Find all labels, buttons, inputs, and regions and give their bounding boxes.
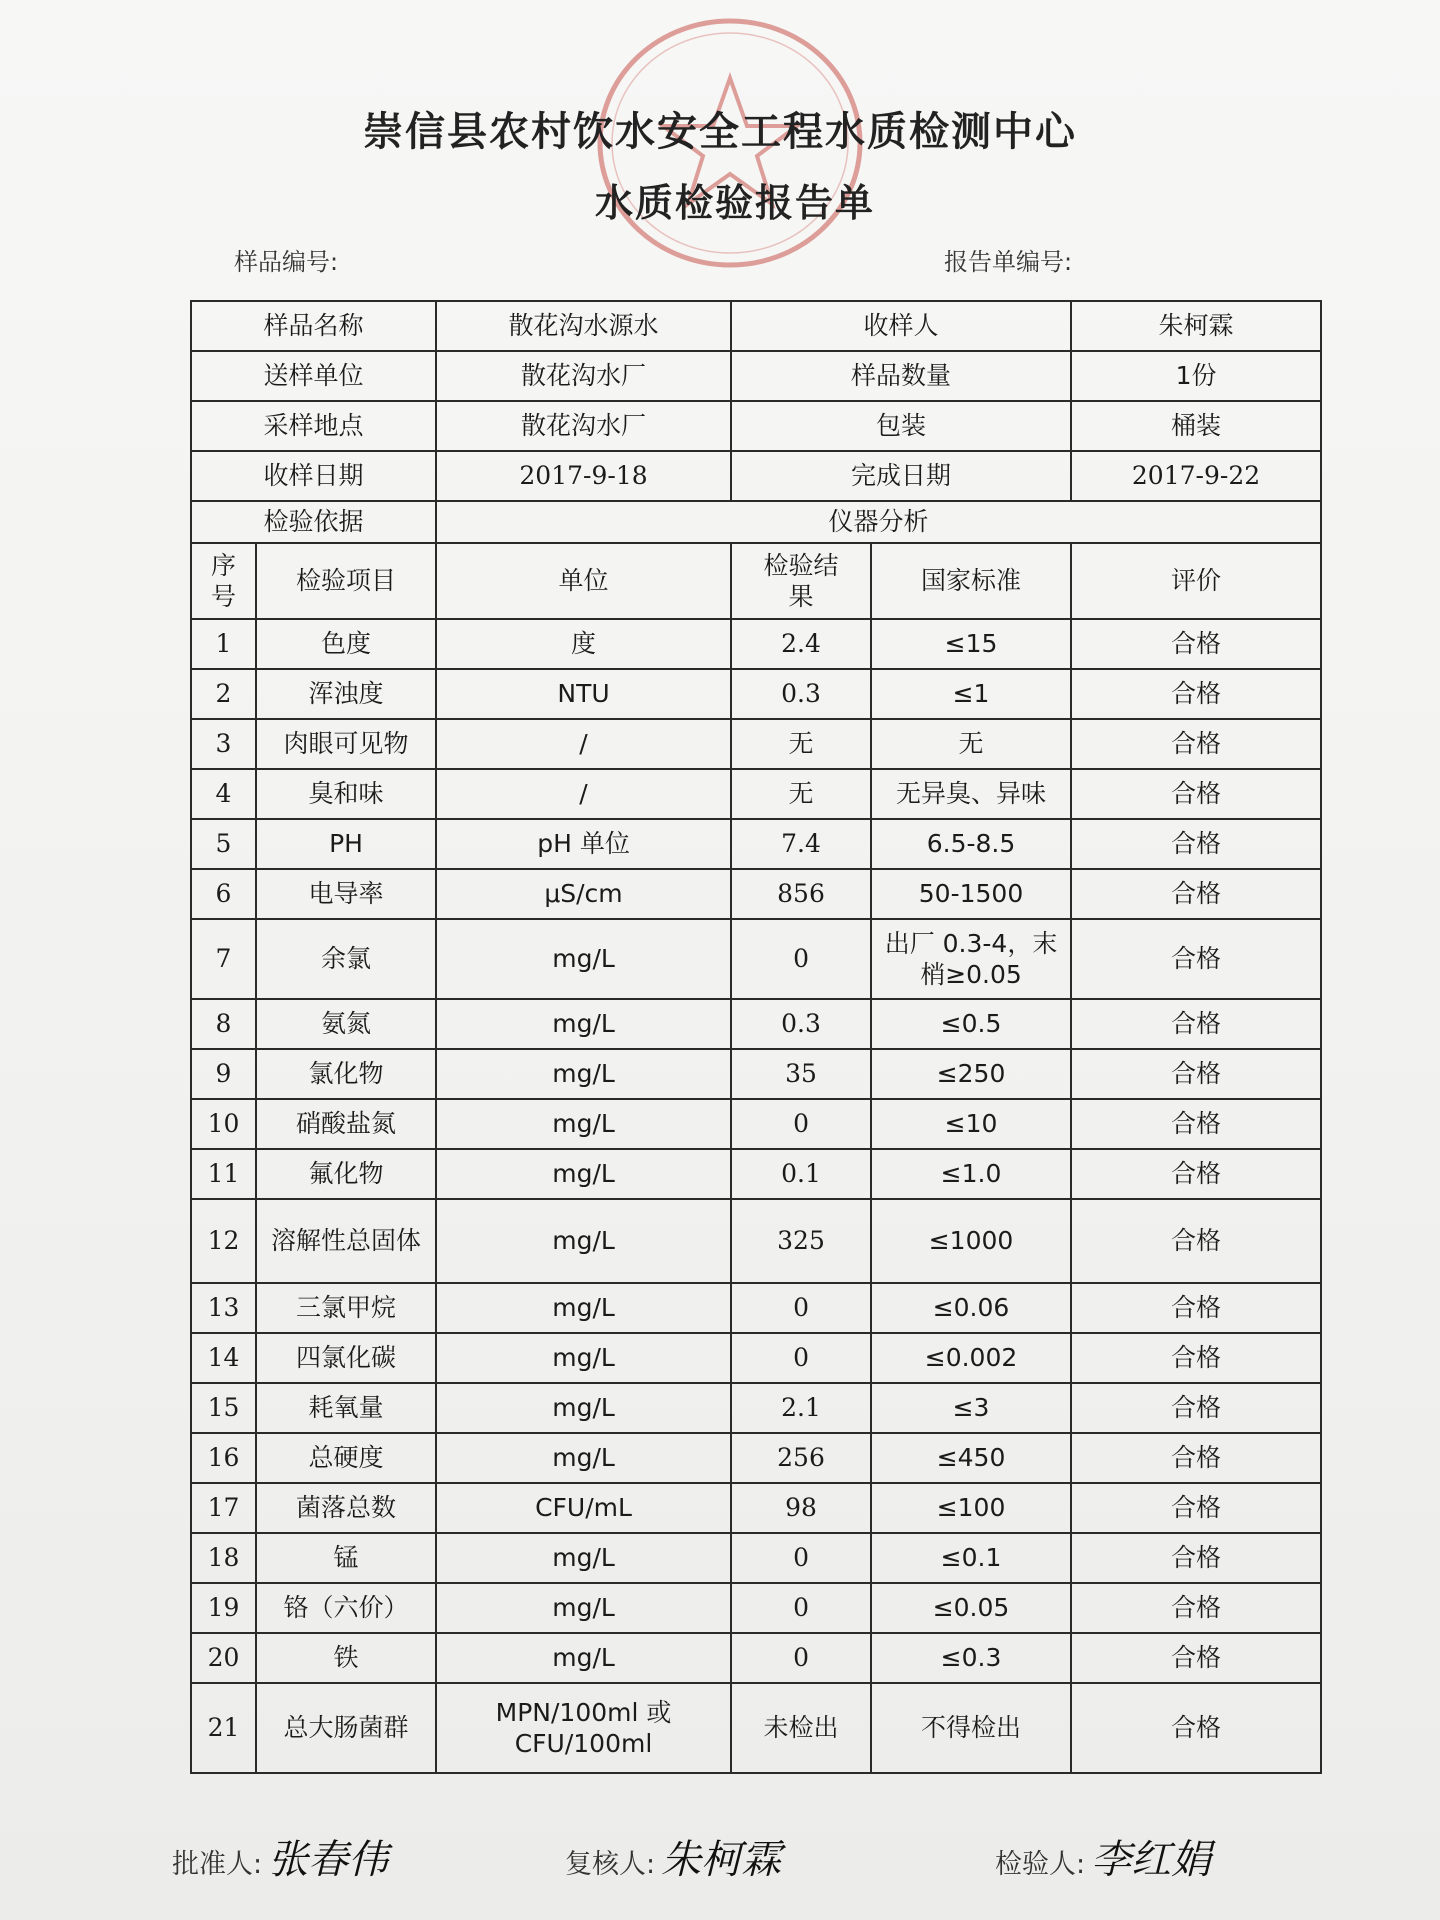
test-result: 2.4 bbox=[731, 619, 871, 669]
approver-signature bbox=[172, 1828, 388, 1885]
column-header: 评价 bbox=[1071, 543, 1321, 619]
table-row bbox=[191, 919, 1321, 999]
table-row bbox=[191, 1199, 1321, 1283]
info-label: 完成日期 bbox=[731, 451, 1071, 501]
info-value: 散花沟水厂 bbox=[436, 401, 731, 451]
evaluation: 合格 bbox=[1071, 669, 1321, 719]
column-header: 国家标准 bbox=[871, 543, 1071, 619]
row-number: 13 bbox=[191, 1283, 256, 1333]
row-number: 1 bbox=[191, 619, 256, 669]
column-header: 序号 bbox=[191, 543, 256, 619]
column-header: 单位 bbox=[436, 543, 731, 619]
table-row bbox=[191, 999, 1321, 1049]
table-row bbox=[191, 1099, 1321, 1149]
test-result: 98 bbox=[731, 1483, 871, 1533]
row-number: 17 bbox=[191, 1483, 256, 1533]
evaluation: 合格 bbox=[1071, 1199, 1321, 1283]
national-standard: ≤250 bbox=[871, 1049, 1071, 1099]
table-row bbox=[191, 1533, 1321, 1583]
row-number: 2 bbox=[191, 669, 256, 719]
info-value: 2017-9-22 bbox=[1071, 451, 1321, 501]
test-item: 铬（六价） bbox=[256, 1583, 436, 1633]
national-standard: ≤3 bbox=[871, 1383, 1071, 1433]
table-row bbox=[191, 1383, 1321, 1433]
column-header-row bbox=[191, 543, 1321, 619]
test-item: 溶解性总固体 bbox=[256, 1199, 436, 1283]
unit: NTU bbox=[436, 669, 731, 719]
unit: mg/L bbox=[436, 999, 731, 1049]
evaluation: 合格 bbox=[1071, 1433, 1321, 1483]
national-standard: ≤0.1 bbox=[871, 1533, 1071, 1583]
form-title: 水质检验报告单 bbox=[594, 180, 875, 225]
evaluation: 合格 bbox=[1071, 1533, 1321, 1583]
evaluation: 合格 bbox=[1071, 1583, 1321, 1633]
reviewer-name: 朱柯霖 bbox=[661, 1837, 782, 1883]
test-result: 256 bbox=[731, 1433, 871, 1483]
table-row bbox=[191, 619, 1321, 669]
test-result: 无 bbox=[731, 769, 871, 819]
row-number: 20 bbox=[191, 1633, 256, 1683]
national-standard: ≤15 bbox=[871, 619, 1071, 669]
test-item: 三氯甲烷 bbox=[256, 1283, 436, 1333]
organization-title: 崇信县农村饮水安全工程水质检测中心 bbox=[363, 108, 1077, 155]
test-item: 总大肠菌群 bbox=[256, 1683, 436, 1773]
row-number: 18 bbox=[191, 1533, 256, 1583]
info-row bbox=[191, 301, 1321, 351]
evaluation: 合格 bbox=[1071, 1049, 1321, 1099]
unit: / bbox=[436, 719, 731, 769]
unit: mg/L bbox=[436, 1533, 731, 1583]
national-standard: 无 bbox=[871, 719, 1071, 769]
row-number: 5 bbox=[191, 819, 256, 869]
table-row bbox=[191, 1049, 1321, 1099]
unit: mg/L bbox=[436, 1383, 731, 1433]
inspector-name: 李红娟 bbox=[1091, 1837, 1212, 1883]
info-label: 样品名称 bbox=[191, 301, 436, 351]
evaluation: 合格 bbox=[1071, 1683, 1321, 1773]
test-item: 肉眼可见物 bbox=[256, 719, 436, 769]
national-standard: ≤0.002 bbox=[871, 1333, 1071, 1383]
evaluation: 合格 bbox=[1071, 1099, 1321, 1149]
table-row bbox=[191, 1483, 1321, 1533]
test-item: 氯化物 bbox=[256, 1049, 436, 1099]
row-number: 14 bbox=[191, 1333, 256, 1383]
table-row bbox=[191, 1633, 1321, 1683]
column-header: 检验结果 bbox=[731, 543, 871, 619]
evaluation: 合格 bbox=[1071, 869, 1321, 919]
info-value: 桶装 bbox=[1071, 401, 1321, 451]
national-standard: ≤100 bbox=[871, 1483, 1071, 1533]
unit: mg/L bbox=[436, 1633, 731, 1683]
inspector-signature bbox=[995, 1828, 1211, 1885]
evaluation: 合格 bbox=[1071, 719, 1321, 769]
unit: 度 bbox=[436, 619, 731, 669]
test-item: 臭和味 bbox=[256, 769, 436, 819]
table-row bbox=[191, 1149, 1321, 1199]
info-value: 散花沟水源水 bbox=[436, 301, 731, 351]
sample-number-label: 样品编号: bbox=[234, 248, 339, 276]
test-item: 电导率 bbox=[256, 869, 436, 919]
evaluation: 合格 bbox=[1071, 1383, 1321, 1433]
row-number: 19 bbox=[191, 1583, 256, 1633]
test-result: 0.3 bbox=[731, 999, 871, 1049]
test-result: 0 bbox=[731, 1333, 871, 1383]
evaluation: 合格 bbox=[1071, 619, 1321, 669]
evaluation: 合格 bbox=[1071, 1283, 1321, 1333]
national-standard: ≤0.05 bbox=[871, 1583, 1071, 1633]
test-result: 0.1 bbox=[731, 1149, 871, 1199]
test-result: 无 bbox=[731, 719, 871, 769]
unit: mg/L bbox=[436, 1283, 731, 1333]
test-result: 0 bbox=[731, 919, 871, 999]
evaluation: 合格 bbox=[1071, 769, 1321, 819]
evaluation: 合格 bbox=[1071, 1483, 1321, 1533]
test-item: 铁 bbox=[256, 1633, 436, 1683]
table-row bbox=[191, 869, 1321, 919]
info-label: 收样日期 bbox=[191, 451, 436, 501]
national-standard: ≤0.5 bbox=[871, 999, 1071, 1049]
table-row bbox=[191, 769, 1321, 819]
table-row bbox=[191, 819, 1321, 869]
test-result: 0.3 bbox=[731, 669, 871, 719]
info-label: 送样单位 bbox=[191, 351, 436, 401]
info-row bbox=[191, 451, 1321, 501]
test-result: 0 bbox=[731, 1099, 871, 1149]
row-number: 11 bbox=[191, 1149, 256, 1199]
row-number: 6 bbox=[191, 869, 256, 919]
test-result: 325 bbox=[731, 1199, 871, 1283]
unit: mg/L bbox=[436, 1583, 731, 1633]
reviewer-signature bbox=[565, 1828, 781, 1885]
table-row bbox=[191, 669, 1321, 719]
test-item: 锰 bbox=[256, 1533, 436, 1583]
info-row bbox=[191, 351, 1321, 401]
evaluation: 合格 bbox=[1071, 1149, 1321, 1199]
test-result: 856 bbox=[731, 869, 871, 919]
info-label: 收样人 bbox=[731, 301, 1071, 351]
row-number: 9 bbox=[191, 1049, 256, 1099]
national-standard: 6.5-8.5 bbox=[871, 819, 1071, 869]
evaluation: 合格 bbox=[1071, 1333, 1321, 1383]
test-item: 氨氮 bbox=[256, 999, 436, 1049]
table-row bbox=[191, 719, 1321, 769]
info-label: 样品数量 bbox=[731, 351, 1071, 401]
test-result: 7.4 bbox=[731, 819, 871, 869]
unit: mg/L bbox=[436, 1199, 731, 1283]
info-value: 2017-9-18 bbox=[436, 451, 731, 501]
test-result: 未检出 bbox=[731, 1683, 871, 1773]
basis-label: 检验依据 bbox=[191, 501, 436, 543]
test-item: 色度 bbox=[256, 619, 436, 669]
test-item: 余氯 bbox=[256, 919, 436, 999]
national-standard: 50-1500 bbox=[871, 869, 1071, 919]
test-item: 总硬度 bbox=[256, 1433, 436, 1483]
national-standard: ≤1 bbox=[871, 669, 1071, 719]
info-label: 采样地点 bbox=[191, 401, 436, 451]
reviewer-label: 复核人: bbox=[565, 1849, 656, 1880]
row-number: 12 bbox=[191, 1199, 256, 1283]
national-standard: ≤450 bbox=[871, 1433, 1071, 1483]
national-standard: ≤1000 bbox=[871, 1199, 1071, 1283]
row-number: 16 bbox=[191, 1433, 256, 1483]
unit: mg/L bbox=[436, 1433, 731, 1483]
row-number: 8 bbox=[191, 999, 256, 1049]
unit: mg/L bbox=[436, 919, 731, 999]
row-number: 10 bbox=[191, 1099, 256, 1149]
report-number-label: 报告单编号: bbox=[944, 248, 1073, 276]
info-row bbox=[191, 401, 1321, 451]
evaluation: 合格 bbox=[1071, 1633, 1321, 1683]
unit: pH 单位 bbox=[436, 819, 731, 869]
table-row bbox=[191, 1433, 1321, 1483]
unit: MPN/100ml 或 CFU/100ml bbox=[436, 1683, 731, 1773]
info-label: 包装 bbox=[731, 401, 1071, 451]
unit: mg/L bbox=[436, 1333, 731, 1383]
info-value: 散花沟水厂 bbox=[436, 351, 731, 401]
row-number: 7 bbox=[191, 919, 256, 999]
test-item: 耗氧量 bbox=[256, 1383, 436, 1433]
approver-label: 批准人: bbox=[172, 1849, 263, 1880]
table-row bbox=[191, 1583, 1321, 1633]
test-result: 0 bbox=[731, 1533, 871, 1583]
test-item: 四氯化碳 bbox=[256, 1333, 436, 1383]
test-item: 菌落总数 bbox=[256, 1483, 436, 1533]
table-row bbox=[191, 1333, 1321, 1383]
approver-name: 张春伟 bbox=[268, 1837, 389, 1883]
inspection-table bbox=[190, 300, 1322, 1774]
info-value: 1份 bbox=[1071, 351, 1321, 401]
national-standard: 不得检出 bbox=[871, 1683, 1071, 1773]
test-result: 35 bbox=[731, 1049, 871, 1099]
row-number: 15 bbox=[191, 1383, 256, 1433]
unit: CFU/mL bbox=[436, 1483, 731, 1533]
national-standard: ≤10 bbox=[871, 1099, 1071, 1149]
test-result: 0 bbox=[731, 1633, 871, 1683]
test-result: 2.1 bbox=[731, 1383, 871, 1433]
row-number: 4 bbox=[191, 769, 256, 819]
unit: mg/L bbox=[436, 1099, 731, 1149]
test-item: PH bbox=[256, 819, 436, 869]
national-standard: 无异臭、异味 bbox=[871, 769, 1071, 819]
unit: mg/L bbox=[436, 1049, 731, 1099]
inspector-label: 检验人: bbox=[995, 1849, 1086, 1880]
unit: / bbox=[436, 769, 731, 819]
row-number: 3 bbox=[191, 719, 256, 769]
table-row bbox=[191, 1683, 1321, 1773]
column-header: 检验项目 bbox=[256, 543, 436, 619]
evaluation: 合格 bbox=[1071, 999, 1321, 1049]
national-standard: ≤1.0 bbox=[871, 1149, 1071, 1199]
unit: μS/cm bbox=[436, 869, 731, 919]
test-result: 0 bbox=[731, 1283, 871, 1333]
evaluation: 合格 bbox=[1071, 819, 1321, 869]
info-value: 朱柯霖 bbox=[1071, 301, 1321, 351]
table-row bbox=[191, 1283, 1321, 1333]
test-item: 硝酸盐氮 bbox=[256, 1099, 436, 1149]
test-result: 0 bbox=[731, 1583, 871, 1633]
test-item: 氟化物 bbox=[256, 1149, 436, 1199]
basis-value: 仪器分析 bbox=[436, 501, 1321, 543]
basis-row bbox=[191, 501, 1321, 543]
row-number: 21 bbox=[191, 1683, 256, 1773]
evaluation: 合格 bbox=[1071, 919, 1321, 999]
national-standard: ≤0.3 bbox=[871, 1633, 1071, 1683]
national-standard: 出厂 0.3-4，末梢≥0.05 bbox=[871, 919, 1071, 999]
test-item: 浑浊度 bbox=[256, 669, 436, 719]
unit: mg/L bbox=[436, 1149, 731, 1199]
national-standard: ≤0.06 bbox=[871, 1283, 1071, 1333]
